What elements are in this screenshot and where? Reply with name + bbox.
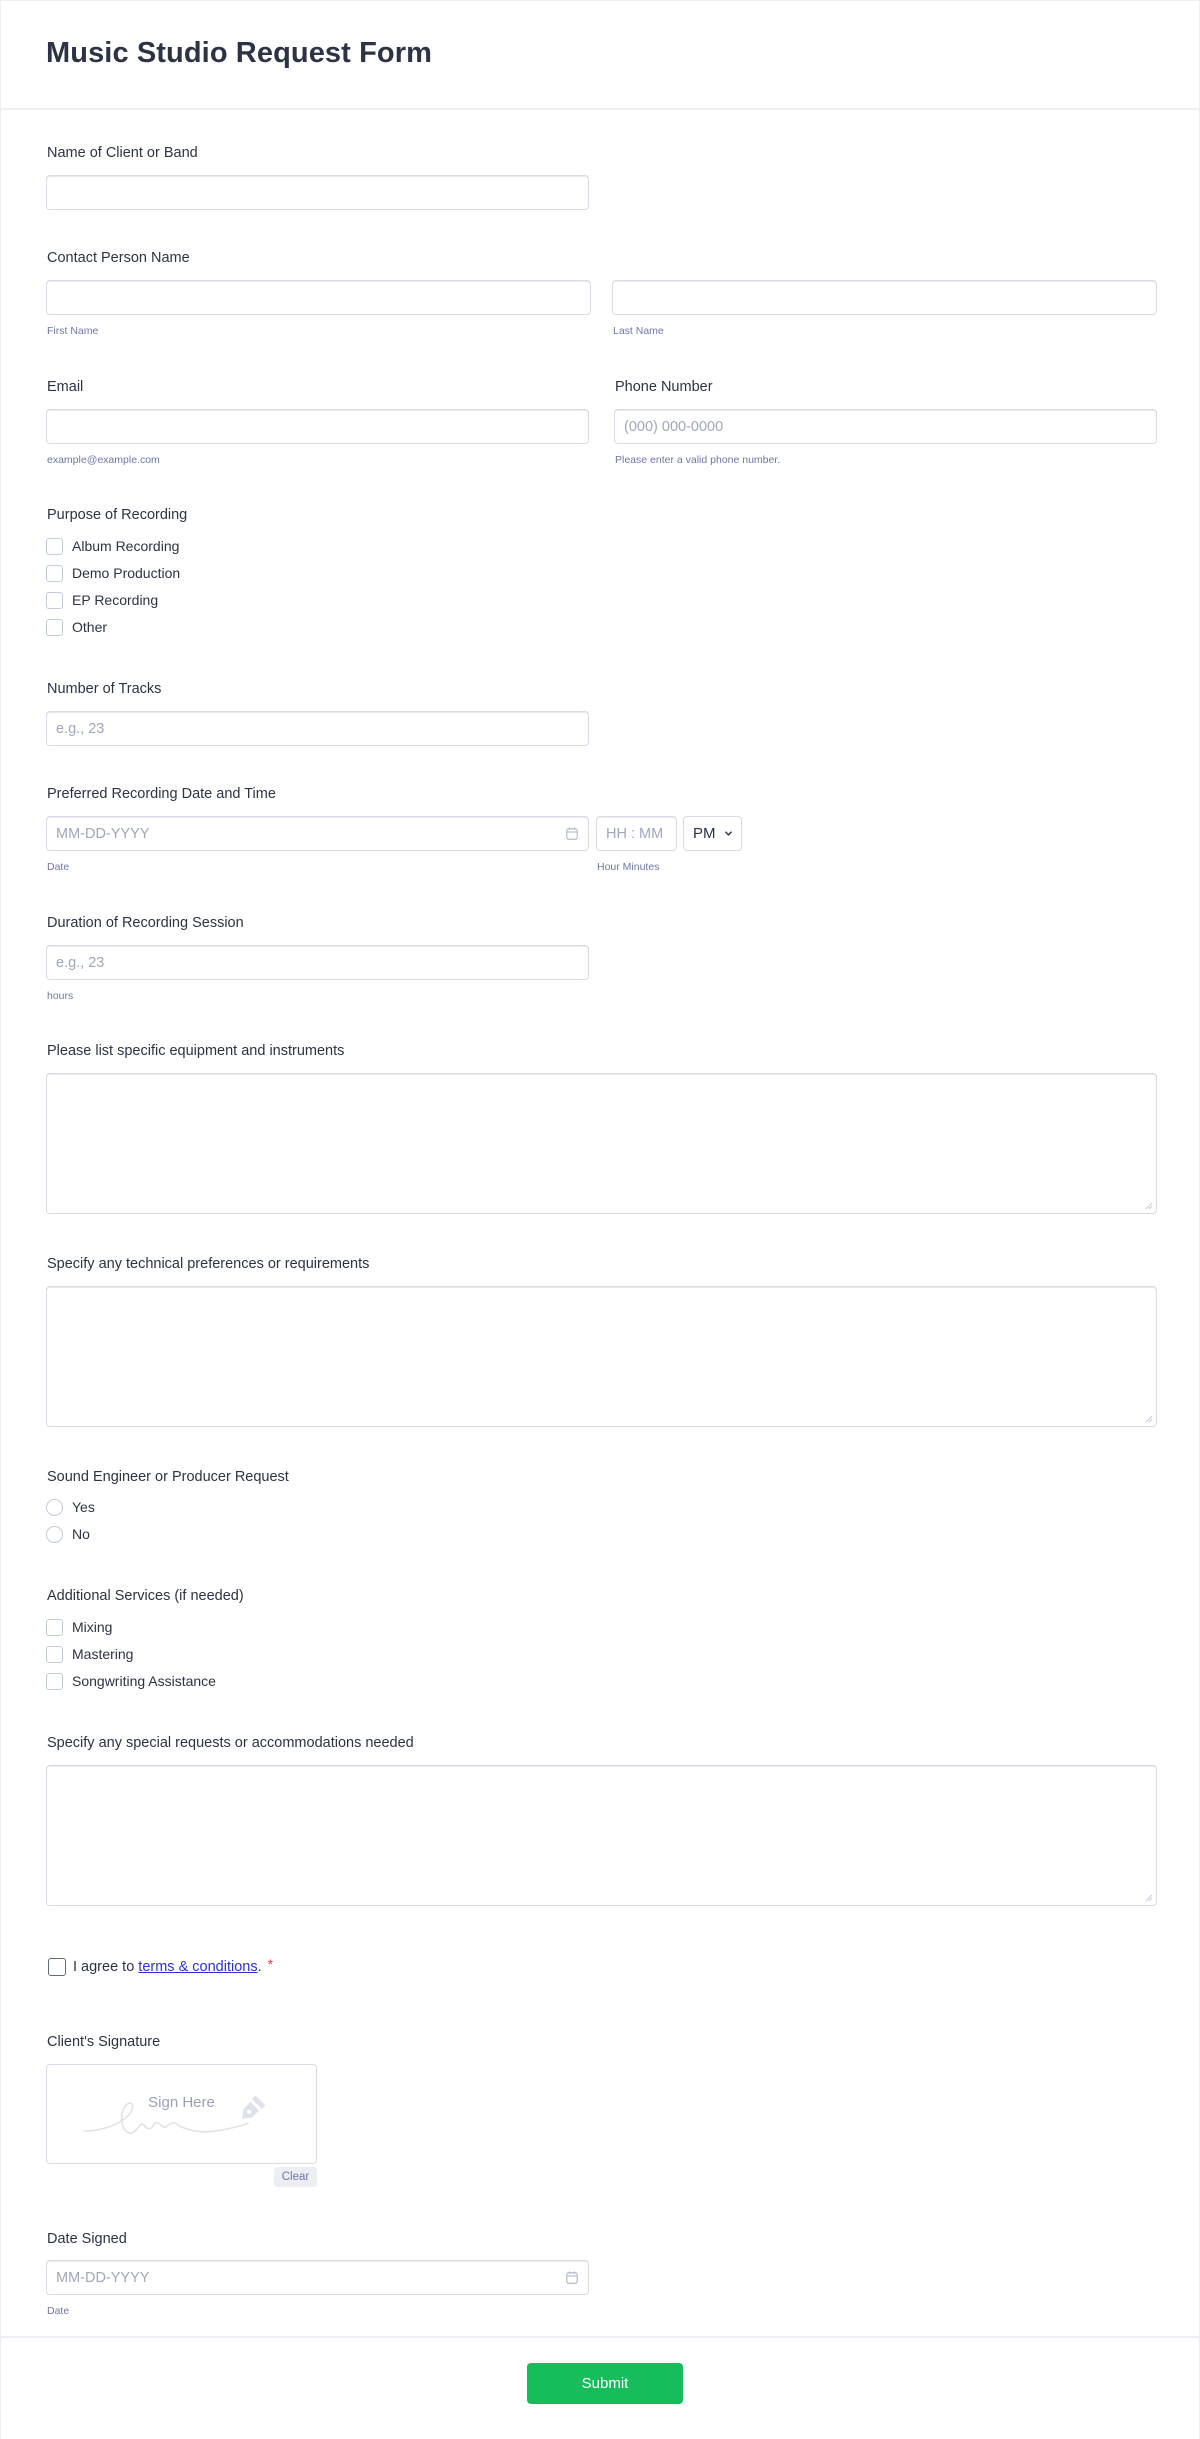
preferred-time-sublabel: Hour Minutes	[597, 861, 660, 873]
ampm-select[interactable]	[683, 816, 742, 851]
option-label: Yes	[72, 1499, 95, 1515]
option-label: Mixing	[72, 1619, 113, 1635]
resize-grip-icon[interactable]	[1145, 1202, 1153, 1210]
checkbox[interactable]	[46, 538, 63, 555]
page-title: Music Studio Request Form	[46, 37, 432, 69]
footer-divider	[1, 2336, 1200, 2338]
radio-button[interactable]	[46, 1499, 63, 1516]
resize-grip-icon[interactable]	[1145, 1894, 1153, 1902]
terms-text: I agree to terms & conditions.	[73, 1959, 262, 1975]
date-signed-sublabel: Date	[47, 2305, 70, 2317]
ampm-selected-value: PM	[693, 825, 716, 842]
date-signed-label: Date Signed	[47, 2231, 127, 2247]
tracks-input[interactable]	[46, 711, 589, 746]
equipment-label: Please list specific equipment and instruments	[47, 1043, 345, 1059]
checkbox[interactable]	[46, 1646, 63, 1663]
checkbox[interactable]	[46, 619, 63, 636]
client-name-label: Name of Client or Band	[47, 145, 198, 161]
signature-squiggle-icon	[82, 2095, 282, 2140]
service-option-mixing[interactable]	[46, 1617, 112, 1637]
preferred-date-sublabel: Date	[47, 861, 70, 873]
phone-input[interactable]	[614, 409, 1157, 444]
engineer-option-yes[interactable]	[46, 1497, 95, 1517]
technical-textarea[interactable]	[46, 1286, 1157, 1427]
first-name-input[interactable]	[46, 280, 591, 315]
clear-signature-button[interactable]: Clear	[274, 2167, 317, 2187]
option-label: Album Recording	[72, 538, 180, 554]
email-sublabel: example@example.com	[47, 454, 160, 466]
preferred-datetime-label: Preferred Recording Date and Time	[47, 786, 276, 802]
last-name-sublabel: Last Name	[613, 325, 664, 337]
phone-label: Phone Number	[615, 379, 713, 395]
terms-checkbox[interactable]	[48, 1958, 66, 1976]
option-label: Mastering	[72, 1646, 134, 1662]
email-label: Email	[47, 379, 84, 395]
purpose-option-other[interactable]	[46, 617, 107, 637]
contact-name-label: Contact Person Name	[47, 250, 190, 266]
purpose-label: Purpose of Recording	[47, 507, 188, 523]
option-label: No	[72, 1526, 90, 1542]
engineer-label: Sound Engineer or Producer Request	[47, 1469, 289, 1485]
checkbox[interactable]	[46, 565, 63, 582]
email-input[interactable]	[46, 409, 589, 444]
form-header	[1, 0, 1200, 110]
technical-label: Specify any technical preferences or requirements	[47, 1256, 370, 1272]
special-label: Specify any special requests or accommodations needed	[47, 1735, 414, 1751]
preferred-date-input[interactable]	[46, 816, 589, 851]
checkbox[interactable]	[46, 1673, 63, 1690]
special-textarea[interactable]	[46, 1765, 1157, 1906]
engineer-option-no[interactable]	[46, 1524, 90, 1544]
checkbox[interactable]	[46, 592, 63, 609]
option-label: Demo Production	[72, 565, 181, 581]
signature-pad[interactable]	[46, 2064, 317, 2164]
phone-sublabel: Please enter a valid phone number.	[615, 454, 781, 466]
equipment-textarea[interactable]	[46, 1073, 1157, 1214]
option-label: Songwriting Assistance	[72, 1673, 216, 1689]
purpose-option-ep[interactable]	[46, 590, 158, 610]
purpose-option-album[interactable]	[46, 536, 179, 556]
calendar-icon[interactable]	[566, 2271, 578, 2284]
calendar-icon[interactable]	[566, 827, 578, 840]
resize-grip-icon[interactable]	[1145, 1415, 1153, 1423]
tracks-label: Number of Tracks	[47, 681, 162, 697]
terms-agreement[interactable]	[48, 1957, 273, 1977]
preferred-time-input[interactable]	[596, 816, 677, 851]
duration-sublabel: hours	[47, 990, 74, 1002]
duration-input[interactable]	[46, 945, 589, 980]
option-label: EP Recording	[72, 592, 159, 608]
option-label: Other	[72, 619, 108, 635]
duration-label: Duration of Recording Session	[47, 915, 244, 931]
service-option-mastering[interactable]	[46, 1644, 133, 1664]
sign-here-placeholder: Sign Here	[148, 2094, 215, 2111]
service-option-songwriting[interactable]	[46, 1671, 216, 1691]
chevron-down-icon	[724, 829, 733, 838]
signature-label: Client's Signature	[47, 2034, 161, 2050]
checkbox[interactable]	[46, 1619, 63, 1636]
client-name-input[interactable]	[46, 175, 589, 210]
submit-button[interactable]: Submit	[527, 2363, 683, 2404]
services-label: Additional Services (if needed)	[47, 1588, 244, 1604]
last-name-input[interactable]	[612, 280, 1157, 315]
required-asterisk: *	[267, 1956, 274, 1972]
date-signed-input[interactable]	[46, 2260, 589, 2295]
terms-link[interactable]: terms & conditions	[138, 1959, 258, 1975]
first-name-sublabel: First Name	[47, 325, 99, 337]
radio-button[interactable]	[46, 1526, 63, 1543]
purpose-option-demo[interactable]	[46, 563, 180, 583]
